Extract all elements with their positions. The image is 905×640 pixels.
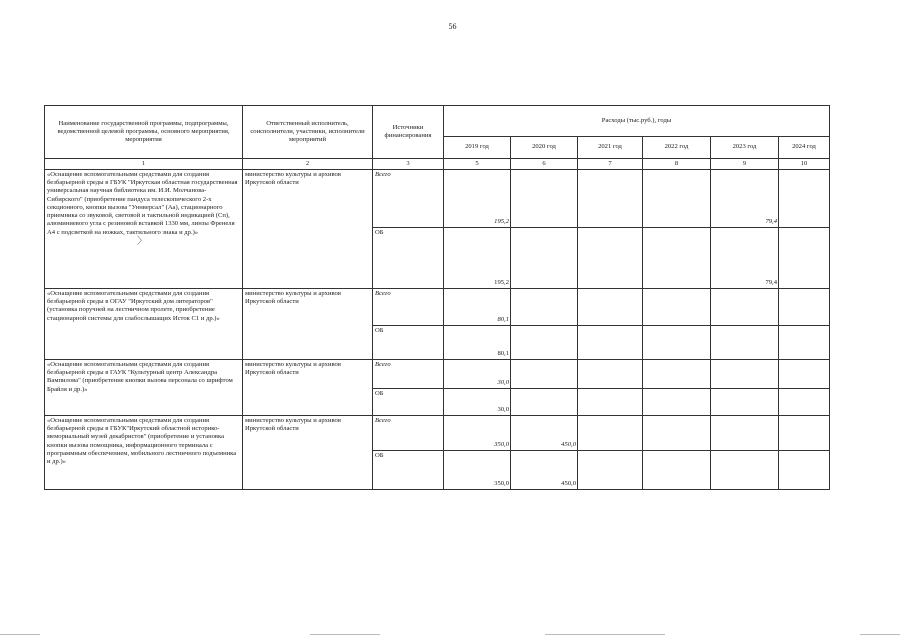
value-cell <box>511 228 578 289</box>
value-cell <box>511 326 578 360</box>
source-label-ob: ОБ <box>373 228 444 289</box>
header-sources: Источники финансирования <box>373 106 444 159</box>
value-cell <box>578 326 643 360</box>
value-cell: 80,1 <box>444 326 511 360</box>
value-cell: 80,1 <box>444 289 511 326</box>
value-cell: 450,0 <box>511 451 578 490</box>
value-cell <box>779 228 830 289</box>
column-index: 5 <box>444 159 511 170</box>
value-cell: 79,4 <box>711 228 779 289</box>
value-cell: 350,0 <box>444 416 511 451</box>
activity-name: «Оснащение вспомогательными средствами для создания безбарьерной среды в ГБУК"Иркутский областной историко-мемориальный музей декабристов" (приобретение и установка кнопки вызова помощника, информационного терминала с программным обеспечением, мобильного лестничного подъемника и др.)» <box>45 416 243 490</box>
table-row <box>45 416 830 451</box>
value-cell <box>711 389 779 416</box>
page-number: 56 <box>448 22 457 31</box>
value-cell <box>578 389 643 416</box>
header-expenses: Расходы (тыс.руб.), годы <box>444 106 830 137</box>
header-responsible: Ответственный исполнитель, соисполнители, участники, исполнители мероприятий <box>243 106 373 159</box>
value-cell <box>643 389 711 416</box>
column-index: 6 <box>511 159 578 170</box>
budget-table <box>44 105 830 490</box>
source-label-total: Всего <box>373 416 444 451</box>
table-row <box>45 170 830 228</box>
responsible-executor: министерство культуры и архивов Иркутской области <box>243 170 373 289</box>
header-year: 2019 год <box>444 137 511 159</box>
value-cell <box>779 170 830 228</box>
column-index: 8 <box>643 159 711 170</box>
value-cell <box>511 170 578 228</box>
table-row <box>45 289 830 326</box>
value-cell <box>511 389 578 416</box>
value-cell <box>779 389 830 416</box>
value-cell: 79,4 <box>711 170 779 228</box>
scan-artifact-line <box>0 634 40 635</box>
header-year: 2021 год <box>578 137 643 159</box>
value-cell <box>511 289 578 326</box>
value-cell <box>711 360 779 389</box>
value-cell <box>779 360 830 389</box>
value-cell: 30,0 <box>444 360 511 389</box>
value-cell: 195,2 <box>444 228 511 289</box>
activity-name <box>45 170 243 289</box>
column-index: 9 <box>711 159 779 170</box>
value-cell <box>779 451 830 490</box>
column-index: 10 <box>779 159 830 170</box>
value-cell <box>643 289 711 326</box>
activity-name-text: «Оснащение вспомогательными средствами для создания безбарьерной среды в ГБУК "Иркутская областная государственная универсальная научная библиотека им. И.И. Молчанова-Сибирского" (приобретение пандуса телескопического 2-х секционного, кнопки вызова "Уннверсал" (Аа), стационарного приемника со звуковой, световой и тактильной индикацией (Сп), алюминиевого угла с резиновой вставкой 1330 мм, линзы Френеля А4 с подсветкой на ножках, тактильного знака и др.)» <box>47 171 238 236</box>
value-cell <box>578 170 643 228</box>
source-label-total: Всего <box>373 360 444 389</box>
value-cell: 350,0 <box>444 451 511 490</box>
activity-name: «Оснащение вспомогательными средствами для создания безбарьерной среды в ГАУК "Культурный центр Александра Вампилова" (приобретение кнопки вызова персонала со шрифтом Брайля и др.)» <box>45 360 243 416</box>
value-cell <box>711 451 779 490</box>
column-index: 2 <box>243 159 373 170</box>
responsible-executor: министерство культуры и архивов Иркутской области <box>243 360 373 416</box>
source-label-ob: ОБ <box>373 326 444 360</box>
scan-artifact-line <box>545 634 665 635</box>
header-name: Наименование государственной программы, подпрограммы, ведомственной целевой программы, основного мероприятия, мероприятия <box>45 106 243 159</box>
activity-name: «Оснащение вспомогательными средствами для создания безбарьерной среды в ОГАУ "Иркутский дом литераторов" (установка поручней на лестничном пролете, приобретение стационарной системы для слабослышащих Исток С1 и др.)» <box>45 289 243 360</box>
responsible-executor: министерство культуры и архивов Иркутской области <box>243 289 373 360</box>
value-cell <box>711 416 779 451</box>
header-year: 2022 год <box>643 137 711 159</box>
responsible-executor: министерство культуры и архивов Иркутской области <box>243 416 373 490</box>
bracket-mark: 〉 <box>137 235 147 247</box>
value-cell <box>578 416 643 451</box>
header-year: 2024 год <box>779 137 830 159</box>
value-cell <box>779 416 830 451</box>
value-cell <box>643 416 711 451</box>
value-cell <box>643 360 711 389</box>
value-cell <box>578 451 643 490</box>
scan-artifact-line <box>860 634 900 635</box>
value-cell <box>643 451 711 490</box>
value-cell: 195,2 <box>444 170 511 228</box>
value-cell <box>578 228 643 289</box>
column-index: 1 <box>45 159 243 170</box>
source-label-ob: ОБ <box>373 451 444 490</box>
scan-artifact-line <box>310 634 380 635</box>
value-cell <box>711 326 779 360</box>
value-cell <box>578 289 643 326</box>
column-index: 7 <box>578 159 643 170</box>
value-cell <box>779 326 830 360</box>
value-cell <box>643 170 711 228</box>
value-cell <box>511 360 578 389</box>
header-year: 2020 год <box>511 137 578 159</box>
column-index: 3 <box>373 159 444 170</box>
table-row <box>45 360 830 389</box>
value-cell <box>578 360 643 389</box>
header-year: 2023 год <box>711 137 779 159</box>
source-label-total: Всего <box>373 170 444 228</box>
value-cell: 450,0 <box>511 416 578 451</box>
value-cell <box>643 228 711 289</box>
value-cell <box>643 326 711 360</box>
value-cell <box>779 289 830 326</box>
value-cell: 30,0 <box>444 389 511 416</box>
value-cell <box>711 289 779 326</box>
source-label-total: Всего <box>373 289 444 326</box>
source-label-ob: ОБ <box>373 389 444 416</box>
